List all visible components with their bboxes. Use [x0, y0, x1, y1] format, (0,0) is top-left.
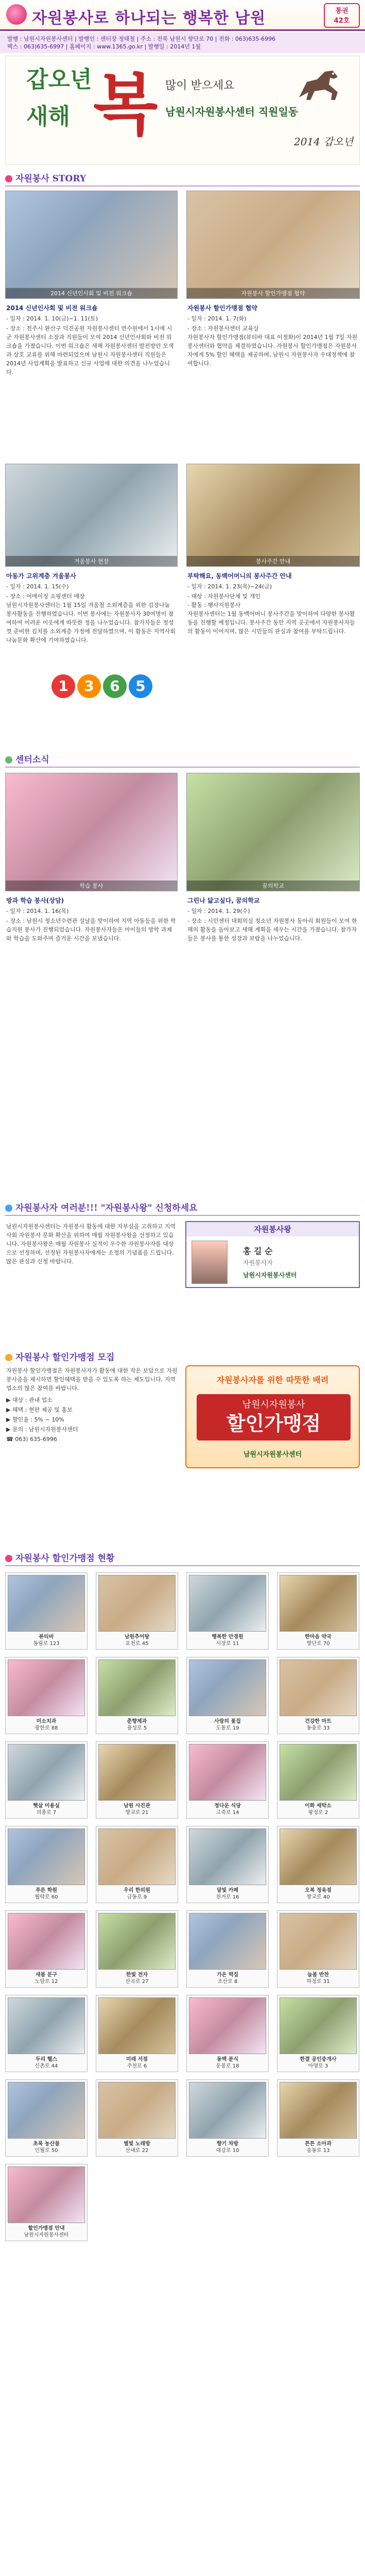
store-name: 햇살 미용실 [33, 1803, 60, 1809]
store-photo [8, 1575, 85, 1632]
store-address: 남원시자원봉사센터 [24, 2232, 69, 2238]
article-date: - 일자 : 2014. 1. 29(수) [187, 908, 250, 914]
store-caption [96, 1887, 178, 1901]
banner-org: 남원시자원봉사센터 직원일동 [165, 106, 299, 118]
store-address: 요천로 45 [125, 1641, 149, 1647]
store-photo [189, 1997, 266, 2054]
article-title: 2014 신년인사회 및 비전 워크숍 [6, 304, 98, 312]
discount-body: 자원봉사 할인가맹점은 자원봉사자가 활동에 대한 작은 보답으로 자원봉사증을 제시하면 할인혜택을 받을 수 있도록 하는 제도입니다. 지역 업소의 많은 참여를 바랍니다. [6, 1367, 178, 1392]
photo-caption: 자원봉사 할인가맹점 협약 [187, 288, 359, 298]
article-title: 자원봉사 할인가맹점 협약 [187, 304, 257, 312]
section-discount-header [5, 1350, 114, 1363]
store-card [277, 2079, 359, 2157]
store-caption [277, 1972, 359, 1985]
banner-subtitle: 많이 받으세요 [165, 79, 235, 92]
sign-plate [197, 1394, 351, 1440]
store-address: 고죽로 14 [216, 1810, 239, 1816]
section-stores-header [5, 1551, 114, 1564]
store-card [5, 1826, 88, 1903]
store-card [186, 1910, 269, 1988]
store-card [5, 2164, 88, 2241]
issue-number: 42호 [334, 17, 350, 25]
article-body: - 장소 : 어메이징 쇼핑센터 매장 남원시자원봉사센터는 1월 15일 겨울철 소외계층을 위한 김장나눔 봉사활동을 진행하였습니다. 이번 봉사에는 자원봉사자 30여명이 참여하여 어려운 이웃에게 따뜻한 정을 나누었습니다. 참가자들은 정성껏 준비한 김치를 소외계층 가정에 전달하였으며, 이 활동은 지역사회 나눔문화 확산에 기여하였습니다. [6, 593, 176, 643]
banner-greeting [26, 61, 92, 135]
article-body: - 장소 : 자원봉사센터 교육실 자원봉사자 할인가맹점(뷰티바 대표 이정화)이 2014년 1월 7일 자원봉사센터와 협약을 체결하였습니다. 자원봉사 할인가맹점은 자원봉사자에게 5% 할인 혜택을 제공하며, 남원시 자원봉사자 우대정책에 참여합니다. [187, 325, 358, 367]
store-name: 이화 세탁소 [305, 1803, 332, 1809]
store-name: 우리 한의원 [124, 1888, 150, 1893]
store-address: 의총로 7 [36, 1810, 57, 1816]
store-photo [8, 1659, 85, 1716]
store-caption [277, 1887, 359, 1901]
store-caption [6, 1887, 87, 1901]
store-photo [189, 1913, 266, 1970]
store-caption [187, 2056, 268, 2070]
publisher-info [0, 32, 365, 53]
store-name: 두리 헬스 [35, 2057, 58, 2062]
photo-caption: 겨울봉사 현장 [6, 556, 177, 566]
banner-line-1: 갑오년 [26, 66, 92, 93]
store-caption [6, 2056, 87, 2070]
sign-org: 남원시자원봉사센터 [243, 1451, 302, 1459]
store-photo [189, 2082, 266, 2139]
volunteer-org: 남원시자원봉사센터 [243, 1272, 297, 1279]
store-card [277, 1826, 359, 1903]
store-name: 남원 사진관 [124, 1803, 150, 1809]
logo-digit: 6 [103, 674, 127, 698]
store-address: 노암로 12 [34, 1979, 58, 1985]
banner-big-char: 복 [93, 65, 158, 144]
store-photo [8, 2166, 85, 2223]
sign-line-2: 할인가맹점 [226, 1412, 321, 1435]
article-service-week [187, 572, 359, 742]
volunteer-portrait [192, 1241, 228, 1284]
banner-year: 2014 갑오년 [294, 135, 354, 148]
volunteer-king-card [185, 1221, 360, 1288]
store-photo [280, 1828, 357, 1885]
store-photo [8, 1828, 85, 1885]
store-card [277, 1657, 359, 1734]
store-address: 도통로 19 [216, 1725, 239, 1731]
store-card [277, 1910, 359, 1988]
discount-target: ▶ 대상 : 관내 업소 [6, 1397, 53, 1403]
store-caption [96, 1972, 178, 1985]
store-card [96, 1572, 178, 1650]
section-stores-title: 자원봉사 할인가맹점 현황 [15, 1553, 115, 1564]
store-name: 뷰티바 [39, 1634, 54, 1640]
section-story-title: 자원봉사 STORY [15, 174, 86, 184]
store-address: 천거로 16 [216, 1894, 239, 1900]
divider [5, 1215, 360, 1216]
divider [5, 185, 360, 187]
logo-1365 [51, 672, 154, 698]
store-address: 대강로 10 [216, 2148, 239, 2154]
store-caption [277, 1634, 359, 1647]
section-center-news-header [5, 752, 49, 766]
bullet-icon [5, 175, 12, 182]
article-workshop [6, 304, 176, 438]
store-card [186, 1826, 269, 1903]
photo-winter-service [5, 464, 178, 567]
newsletter-title: 자원봉사로 하나되는 행복한 남원 [32, 9, 266, 27]
store-address: 동림로 123 [33, 1641, 60, 1647]
article-title: 부탁해요, 동백어머니의 봉사주간 안내 [187, 572, 292, 580]
article-body: - 장소 : 전주시 완산구 덕진공원 자원봉사센터 연수원에서 1시에 시군 자원봉사센터 소장과 직원들이 모여 2014 신년인사회와 비전 워크숍을 가졌습니다. 이번 워크숍은 새해 자원봉사센터 발전방안 모색과 상호 교류를 위해 마련되었으며 남원시 자원봉사센터 직원들은 2014년 사업계획을 발표하고 신규 사업에 대한 의견을 나누었습니다. [6, 325, 174, 376]
store-card [5, 1910, 88, 1988]
section-center-news-title: 센터소식 [15, 755, 49, 765]
store-card [96, 1995, 178, 2072]
store-caption [277, 2141, 359, 2154]
store-photo [280, 1659, 357, 1716]
store-name: 별빛 노래방 [124, 2141, 150, 2147]
store-caption [96, 2141, 178, 2154]
header [0, 0, 365, 31]
article-title: 그린나 닮고싶다, 꿈의학교 [187, 897, 260, 904]
store-caption [96, 1803, 178, 1816]
article-date: - 일자 : 2014. 1. 16(목) [6, 908, 69, 914]
store-name: 새봄 문구 [35, 1972, 58, 1978]
discount-tel: ☎ 063) 635-6996 [6, 1436, 57, 1443]
store-caption [6, 1803, 87, 1816]
store-caption [187, 1803, 268, 1816]
store-photo [98, 1575, 176, 1632]
store-address: 향교로 21 [125, 1810, 149, 1816]
store-name: 튼튼 소아과 [305, 2141, 332, 2147]
store-card [96, 1826, 178, 1903]
store-card [277, 1995, 359, 2072]
store-card [5, 1995, 88, 2072]
store-address: 운봉로 18 [216, 2063, 239, 2069]
photo-caption: 2014 신년인사회 및 비전 워크숍 [6, 288, 177, 298]
store-name: 한빛 전자 [126, 1972, 148, 1978]
center-logo-icon [6, 4, 27, 25]
section-story-header [5, 171, 86, 184]
store-name: 건강한 마트 [305, 1719, 332, 1724]
photo-study-service [5, 773, 178, 891]
issue-badge [324, 3, 360, 28]
photo-new-year-workshop [5, 191, 178, 299]
store-card [277, 1741, 359, 1819]
store-address: 인월로 50 [34, 2148, 58, 2154]
store-name: 정다운 식당 [214, 1803, 241, 1809]
store-card [96, 2079, 178, 2157]
store-name: 춘향제과 [127, 1719, 147, 1724]
article-body: - 장소 : 남원시 청소년수련관 설날을 맞이하여 지역 아동들을 위한 학습지원 봉사가 진행되었습니다. 자원봉사자들은 아이들의 방학 과제와 학습을 도와주며 즐거운 시간을 보냈습니다. [6, 918, 176, 942]
article-body: - 장소 : 시민센터 대회의실 청소년 자원봉사 동아리 회원들이 모여 한 해의 활동을 돌아보고 새해 계획을 세우는 시간을 가졌습니다. 참가자들은 봉사를 통한 성장과 보람을 나누었습니다. [187, 918, 357, 942]
store-name: 향기 차방 [216, 2141, 239, 2147]
store-name: 미소치과 [36, 1719, 57, 1724]
sign-line-1: 남원시자원봉사 [242, 1399, 305, 1410]
store-address: 아영로 3 [308, 2063, 328, 2069]
store-caption [6, 1634, 87, 1647]
sign-tagline: 자원봉사자를 위한 따뜻한 배려 [216, 1375, 329, 1385]
store-caption [6, 1718, 87, 1732]
store-photo [189, 1744, 266, 1801]
photo-caption: 봉사주간 안내 [187, 556, 359, 566]
store-caption [187, 1634, 268, 1647]
store-name: 한결 공인중개사 [300, 2057, 337, 2062]
store-card [186, 2079, 269, 2157]
store-card [96, 1910, 178, 1988]
section-recruit-title: 자원봉사자 여러분!!! "자원봉사왕" 신청하세요 [15, 1203, 198, 1213]
store-card [186, 1995, 269, 2072]
store-photo [280, 1997, 357, 2054]
store-name: 행복한 안경원 [212, 1634, 244, 1640]
store-caption [6, 2225, 87, 2239]
article-title: 방과 학습 봉사(상담) [6, 897, 64, 904]
logo-digit: 1 [51, 674, 75, 698]
store-photo [280, 1575, 357, 1632]
store-photo [8, 1913, 85, 1970]
article-dream-school [187, 896, 359, 999]
store-photo [8, 1744, 85, 1801]
store-caption [277, 2056, 359, 2070]
photo-caption: 꿈의학교 [187, 880, 359, 891]
store-caption [187, 1718, 268, 1732]
volunteer-king-title: 자원봉사왕 [186, 1222, 359, 1236]
bullet-icon [5, 1205, 12, 1212]
logo-digit: 3 [77, 674, 101, 698]
store-photo [280, 1913, 357, 1970]
discount-rate: ▶ 할인율 : 5% ~ 10% [6, 1416, 64, 1423]
store-card [186, 1657, 269, 1734]
store-card [96, 1741, 178, 1819]
article-date: - 일자 : 2014. 1. 10(금)~1. 11(토) [6, 315, 98, 322]
store-caption [277, 1718, 359, 1732]
store-photo [98, 1659, 176, 1716]
store-name: 동백 분식 [216, 2057, 239, 2062]
publisher-line-1: 발행 : 남원시자원봉사센터 | 발행인 : 센터장 정태철 | 주소 : 전북 남원시 향단로 70 | 전화 : 063)635-6996 [7, 36, 276, 42]
store-caption [6, 1972, 87, 1985]
store-card [186, 1741, 269, 1819]
store-photo [189, 1659, 266, 1716]
photo-discount-agreement [186, 191, 360, 299]
photo-caption: 학습 봉사 [6, 880, 177, 891]
store-address: 광한로 88 [34, 1725, 58, 1731]
store-name: 미래 서점 [126, 2057, 148, 2062]
store-name: 초록 농산물 [33, 2141, 60, 2147]
publisher-line-2: 팩스 : 063)635-6997 | 홈페이지 : www.1365.go.kr | 발행일 : 2014년 1월 [7, 43, 201, 50]
recruit-body: 남원시자원봉사센터는 자원봉사 활동에 대한 자부심을 고취하고 지역 사회 자원봉사 문화 확산을 위하여 매월 자원봉사왕을 선정하고 있습니다. 자원봉사왕은 매월 자원봉사 실적이 우수한 자원봉사자를 대상으로 선정하며, 선정된 자원봉사자에게는 소정의 기념품을 드립니다. 많은 관심과 신청 바랍니다. [6, 1223, 176, 1265]
recruit-text [6, 1222, 179, 1346]
discount-store-sign [185, 1365, 360, 1468]
store-address: 왕정로 2 [308, 1810, 328, 1816]
store-card [5, 1572, 88, 1650]
section-recruit-header [5, 1200, 360, 1214]
store-photo [189, 1575, 266, 1632]
store-address: 조산로 8 [217, 1979, 238, 1985]
store-caption [96, 1634, 178, 1647]
store-name: 가온 떡집 [216, 1972, 239, 1978]
article-agreement [187, 304, 359, 459]
store-caption [6, 2141, 87, 2154]
store-caption [96, 1718, 178, 1732]
article-body: - 대상 : 자원봉사단체 및 개인 - 활동 : 행사지원봉사 자원봉사센터는 1월 동백어머니 봉사주간을 맞이하여 다양한 봉사활동을 진행할 예정입니다. 봉사주간 동안 지역 곳곳에서 자원봉사자들의 활동이 이어지며, 많은 시민들의 관심과 참여를 부탁드립니다. [187, 593, 355, 635]
photo-dream-school [186, 773, 360, 891]
store-card [96, 1657, 178, 1734]
store-card [5, 2079, 88, 2157]
volunteer-role: 자원봉사자 [243, 1259, 273, 1266]
logo-digit: 5 [129, 674, 152, 698]
store-address: 향단로 70 [306, 1641, 330, 1647]
bullet-icon [5, 1555, 12, 1562]
horse-icon [294, 61, 351, 108]
store-address: 동충로 33 [306, 1725, 330, 1731]
store-photo [98, 1828, 176, 1885]
store-name: 달빛 카페 [216, 1888, 239, 1893]
store-photo [189, 1828, 266, 1885]
article-title: 아동가 고위계층 겨울봉사 [6, 572, 76, 580]
store-address: 월락로 60 [34, 1894, 58, 1900]
volunteer-name: 홍 길 순 [243, 1246, 273, 1256]
new-year-banner [5, 56, 360, 165]
store-photo [280, 1744, 357, 1801]
store-address: 쌍교로 40 [306, 1894, 330, 1900]
article-study-service [6, 896, 176, 999]
store-photo [98, 1913, 176, 1970]
photo-service-week [186, 464, 360, 567]
store-name: 늘봄 반찬 [307, 1972, 329, 1978]
store-address: 주천로 6 [127, 2063, 147, 2069]
banner-line-2: 새해 [26, 104, 71, 130]
store-name: 사랑의 꽃집 [214, 1719, 241, 1724]
divider [5, 767, 360, 768]
discount-contact: ▶ 문의 : 남원시자원봉사센터 [6, 1426, 78, 1433]
store-address: 송동로 13 [306, 2148, 330, 2154]
store-address: 금동로 9 [127, 1894, 147, 1900]
store-photo [280, 2082, 357, 2139]
store-caption [277, 1803, 359, 1816]
issue-label: 통권 [335, 7, 349, 15]
discount-benefit: ▶ 혜택 : 현판 제공 및 홍보 [6, 1406, 73, 1413]
section-discount-title: 자원봉사 할인가맹점 모집 [15, 1352, 115, 1363]
store-name: 한마음 약국 [305, 1634, 332, 1640]
article-date: - 일자 : 2014. 1. 15(수) [6, 583, 69, 590]
bullet-icon [5, 756, 12, 764]
store-address: 신촌로 44 [34, 2063, 58, 2069]
store-name: 할인가맹점 안내 [28, 2226, 65, 2231]
store-address: 시장로 11 [216, 1641, 239, 1647]
store-caption [187, 1972, 268, 1985]
store-address: 산곡로 27 [125, 1979, 149, 1985]
store-card [5, 1741, 88, 1819]
store-caption [187, 1887, 268, 1901]
store-photo [98, 2082, 176, 2139]
store-photo [98, 1744, 176, 1801]
store-photo [8, 2082, 85, 2139]
store-name: 푸른 학원 [35, 1888, 58, 1893]
divider [5, 1565, 360, 1566]
article-winter-service [6, 572, 176, 665]
store-name: 남원추어탕 [124, 1634, 150, 1640]
store-caption [187, 2141, 268, 2154]
store-photo [8, 1997, 85, 2054]
bullet-icon [5, 1354, 12, 1361]
store-address: 하정로 31 [306, 1979, 330, 1985]
store-card [277, 1572, 359, 1650]
store-card [5, 1657, 88, 1734]
store-card [186, 1572, 269, 1650]
store-caption [96, 2056, 178, 2070]
discount-text [6, 1366, 179, 1531]
store-address: 용성로 5 [127, 1725, 147, 1731]
store-photo [98, 1997, 176, 2054]
article-date: - 일자 : 2014. 1. 23(목)~24(금) [187, 583, 272, 590]
store-address: 산내로 22 [125, 2148, 149, 2154]
article-date: - 일자 : 2014. 1. 7(화) [187, 315, 247, 322]
store-name: 오복 정육점 [305, 1888, 332, 1893]
